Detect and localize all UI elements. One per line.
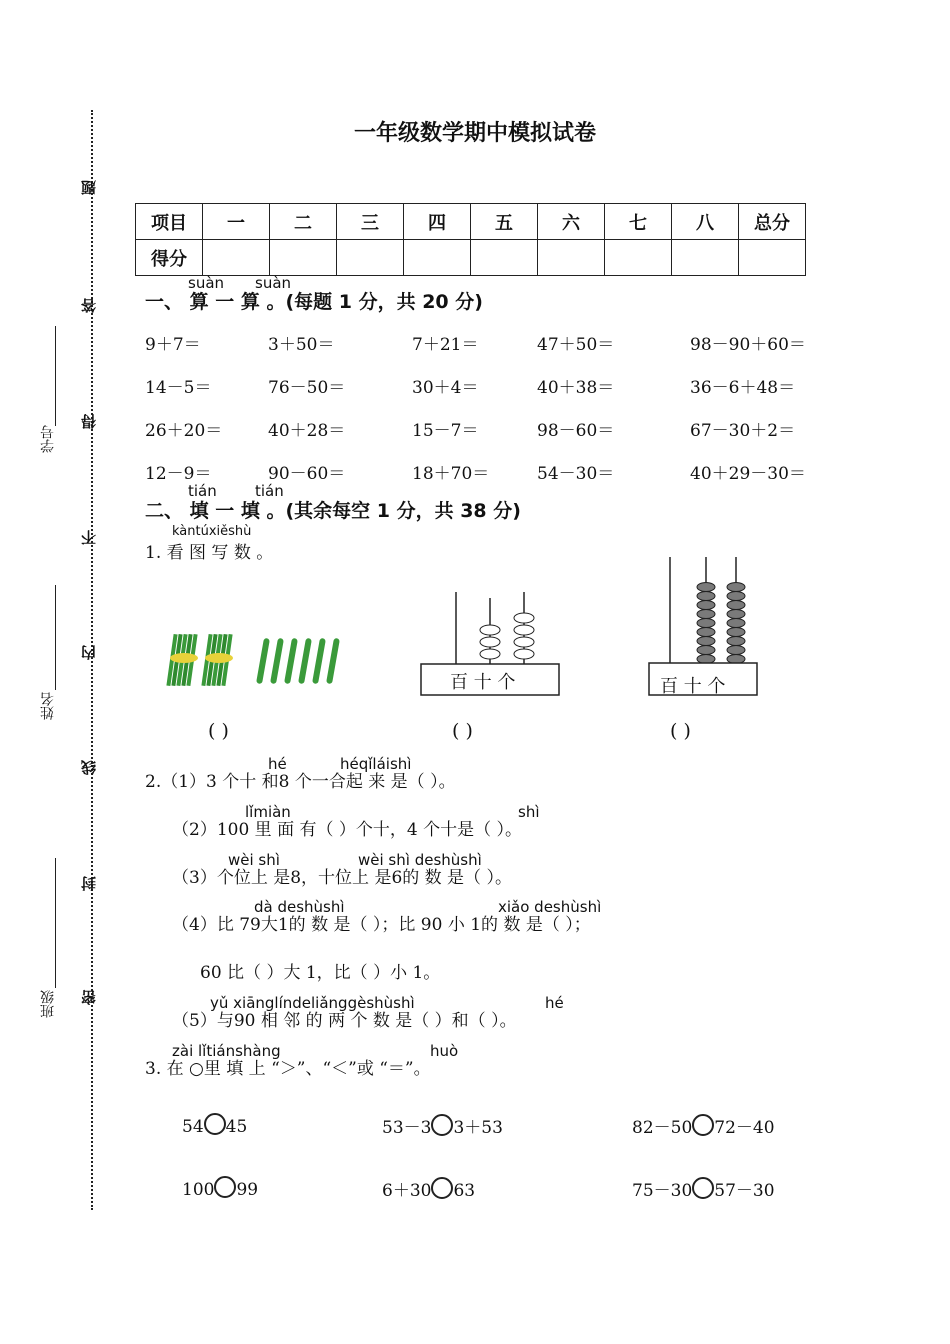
score-cell[interactable] [270, 240, 337, 276]
q2-2-pinyin-b: shì [518, 803, 540, 821]
abacus-1-label: 百 十 个 [450, 672, 516, 693]
section2-pinyin-a: tián [188, 482, 217, 500]
compare-circle[interactable] [431, 1177, 453, 1199]
compare-circle[interactable] [214, 1176, 236, 1198]
name-label: 姓名 [40, 692, 56, 720]
q2-3-text: （3）个位上 是8，十位上 是6的 数 是（ ）。 [172, 868, 512, 888]
equation: 3＋50＝ [268, 335, 335, 355]
score-header-cell: 四 [404, 204, 471, 240]
single-sticks [256, 638, 340, 684]
equation: 98－60＝ [537, 421, 615, 441]
compare-circle[interactable] [431, 1114, 453, 1136]
answer-blank-abacus-2[interactable]: ( ) [670, 720, 691, 742]
compare-left: 82－50 [632, 1118, 693, 1138]
q2-2-pinyin-a: lǐmiàn [245, 803, 291, 821]
q2-5-pinyin-a: yǔ xiānglíndeliǎnggèshùshì [210, 994, 415, 1012]
compare-right: 3＋53 [453, 1118, 503, 1138]
score-cell[interactable] [203, 240, 270, 276]
score-row-label: 得分 [136, 240, 203, 276]
q2-2-text: （2）100 里 面 有（ ）个十，4 个十是（ ）。 [172, 820, 523, 840]
seal-char-2: 答 [80, 298, 98, 313]
equation: 54－30＝ [537, 464, 615, 484]
score-header-cell: 七 [605, 204, 672, 240]
student-id-label: 学号 [40, 425, 56, 453]
compare-left: 100 [182, 1180, 215, 1200]
equation: 76－50＝ [268, 378, 346, 398]
compare-circle[interactable] [692, 1114, 714, 1136]
class-label: 班级 [40, 990, 56, 1018]
score-cell[interactable] [739, 240, 806, 276]
score-header-cell: 项目 [136, 204, 203, 240]
score-cell[interactable] [404, 240, 471, 276]
equation: 47＋50＝ [537, 335, 615, 355]
compare-item [632, 1176, 775, 1201]
score-header-cell: 五 [471, 204, 538, 240]
score-cell[interactable] [337, 240, 404, 276]
seal-char-7: 封 [80, 876, 98, 891]
stick-bundle-1 [166, 634, 198, 686]
sticks-picture [160, 628, 360, 692]
section1-pinyin-a: suàn [188, 274, 225, 292]
equation: 98－90＋60＝ [690, 335, 806, 355]
section2-pinyin-b: tián [255, 482, 284, 500]
q1-text: 1. 看 图 写 数 。 [145, 543, 274, 563]
compare-right: 63 [453, 1181, 476, 1201]
score-header-cell: 一 [203, 204, 270, 240]
compare-item [182, 1113, 247, 1137]
seal-char-4: 不 [80, 530, 98, 545]
score-header-cell: 三 [337, 204, 404, 240]
q1-pinyin: kàntúxiěshù [172, 524, 252, 539]
q2-1-text: 2.（1）3 个十 和8 个一合起 来 是（ ）。 [145, 772, 456, 792]
section1-heading: 一、 算 一 算 。(每题 1 分，共 20 分) [145, 291, 483, 313]
compare-item [632, 1113, 775, 1138]
compare-left: 75－30 [632, 1181, 693, 1201]
compare-circle[interactable] [692, 1177, 714, 1199]
equation: 14－5＝ [145, 378, 212, 398]
score-table-score-row [136, 240, 806, 276]
section2-heading: 二、 填 一 填 。(其余每空 1 分，共 38 分) [145, 500, 521, 522]
equation: 15－7＝ [412, 421, 479, 441]
section1-pinyin-b: suàn [255, 274, 292, 292]
compare-left: 6＋30 [382, 1181, 432, 1201]
score-header-cell: 六 [538, 204, 605, 240]
q3-pinyin-b: huò [430, 1042, 459, 1060]
q2-1-pinyin-a: hé [268, 755, 287, 773]
equation: 18＋70＝ [412, 464, 490, 484]
compare-left: 53－3 [382, 1118, 432, 1138]
q2-4b-text: 60 比（ ）大 1，比（ ）小 1。 [200, 963, 441, 983]
compare-right: 72－40 [714, 1118, 775, 1138]
student-id-line[interactable] [55, 326, 56, 426]
score-header-cell: 总分 [739, 204, 806, 240]
score-cell[interactable] [605, 240, 672, 276]
equation: 12－9＝ [145, 464, 212, 484]
compare-circle[interactable] [204, 1113, 226, 1135]
q2-4-text: （4）比 79大1的 数 是（ ）；比 90 小 1的 数 是（ ）； [172, 915, 591, 935]
equation: 30＋4＝ [412, 378, 479, 398]
seal-char-8: 密 [80, 990, 98, 1005]
equation: 90－60＝ [268, 464, 346, 484]
score-cell[interactable] [672, 240, 739, 276]
compare-right: 57－30 [714, 1181, 775, 1201]
q2-3-pinyin-b: wèi shì deshùshì [358, 851, 482, 869]
seal-char-1: 题 [80, 180, 98, 195]
q2-5-pinyin-b: hé [545, 994, 564, 1012]
abacus-2-label: 百 十 个 [660, 676, 726, 697]
seal-char-5: 内 [80, 645, 98, 660]
compare-item [382, 1176, 475, 1201]
q2-3-pinyin-a: wèi shì [228, 851, 280, 869]
stick-bundle-2 [201, 634, 233, 686]
q2-4-pinyin-a: dà deshùshì [254, 898, 345, 916]
q3-pinyin-a: zài lǐtiánshàng [172, 1042, 281, 1060]
equation: 40＋29－30＝ [690, 464, 806, 484]
answer-blank-abacus-1[interactable]: ( ) [452, 720, 473, 742]
score-header-cell: 二 [270, 204, 337, 240]
answer-blank-sticks[interactable]: ( ) [208, 720, 229, 742]
score-header-cell: 八 [672, 204, 739, 240]
score-table [135, 203, 806, 276]
score-cell[interactable] [471, 240, 538, 276]
equation: 67－30＋2＝ [690, 421, 796, 441]
seal-dotted-line [91, 110, 93, 1210]
compare-left: 54 [182, 1117, 204, 1137]
score-table-header-row [136, 204, 806, 240]
q3-text: 3. 在 ○里 填 上 “＞”、“＜”或 “＝”。 [145, 1059, 431, 1079]
class-line[interactable] [55, 858, 56, 988]
q2-4-pinyin-b: xiǎo deshùshì [498, 898, 602, 916]
page-title: 一年级数学期中模拟试卷 [353, 121, 596, 146]
score-cell[interactable] [538, 240, 605, 276]
equation: 9＋7＝ [145, 335, 201, 355]
compare-item [182, 1176, 258, 1200]
seal-char-6: 线 [80, 760, 98, 775]
q2-5-text: （5）与90 相 邻 的 两 个 数 是（ ）和（ ）。 [172, 1011, 517, 1031]
compare-item [382, 1113, 503, 1138]
equation: 40＋28＝ [268, 421, 346, 441]
compare-right: 99 [236, 1180, 259, 1200]
name-line[interactable] [55, 585, 56, 690]
q2-1-pinyin-b: héqǐláishì [340, 755, 412, 773]
compare-right: 45 [225, 1117, 248, 1137]
equation: 26＋20＝ [145, 421, 223, 441]
seal-char-3: 得 [80, 414, 98, 429]
equation: 40＋38＝ [537, 378, 615, 398]
equation: 36－6＋48＝ [690, 378, 796, 398]
equation: 7＋21＝ [412, 335, 479, 355]
